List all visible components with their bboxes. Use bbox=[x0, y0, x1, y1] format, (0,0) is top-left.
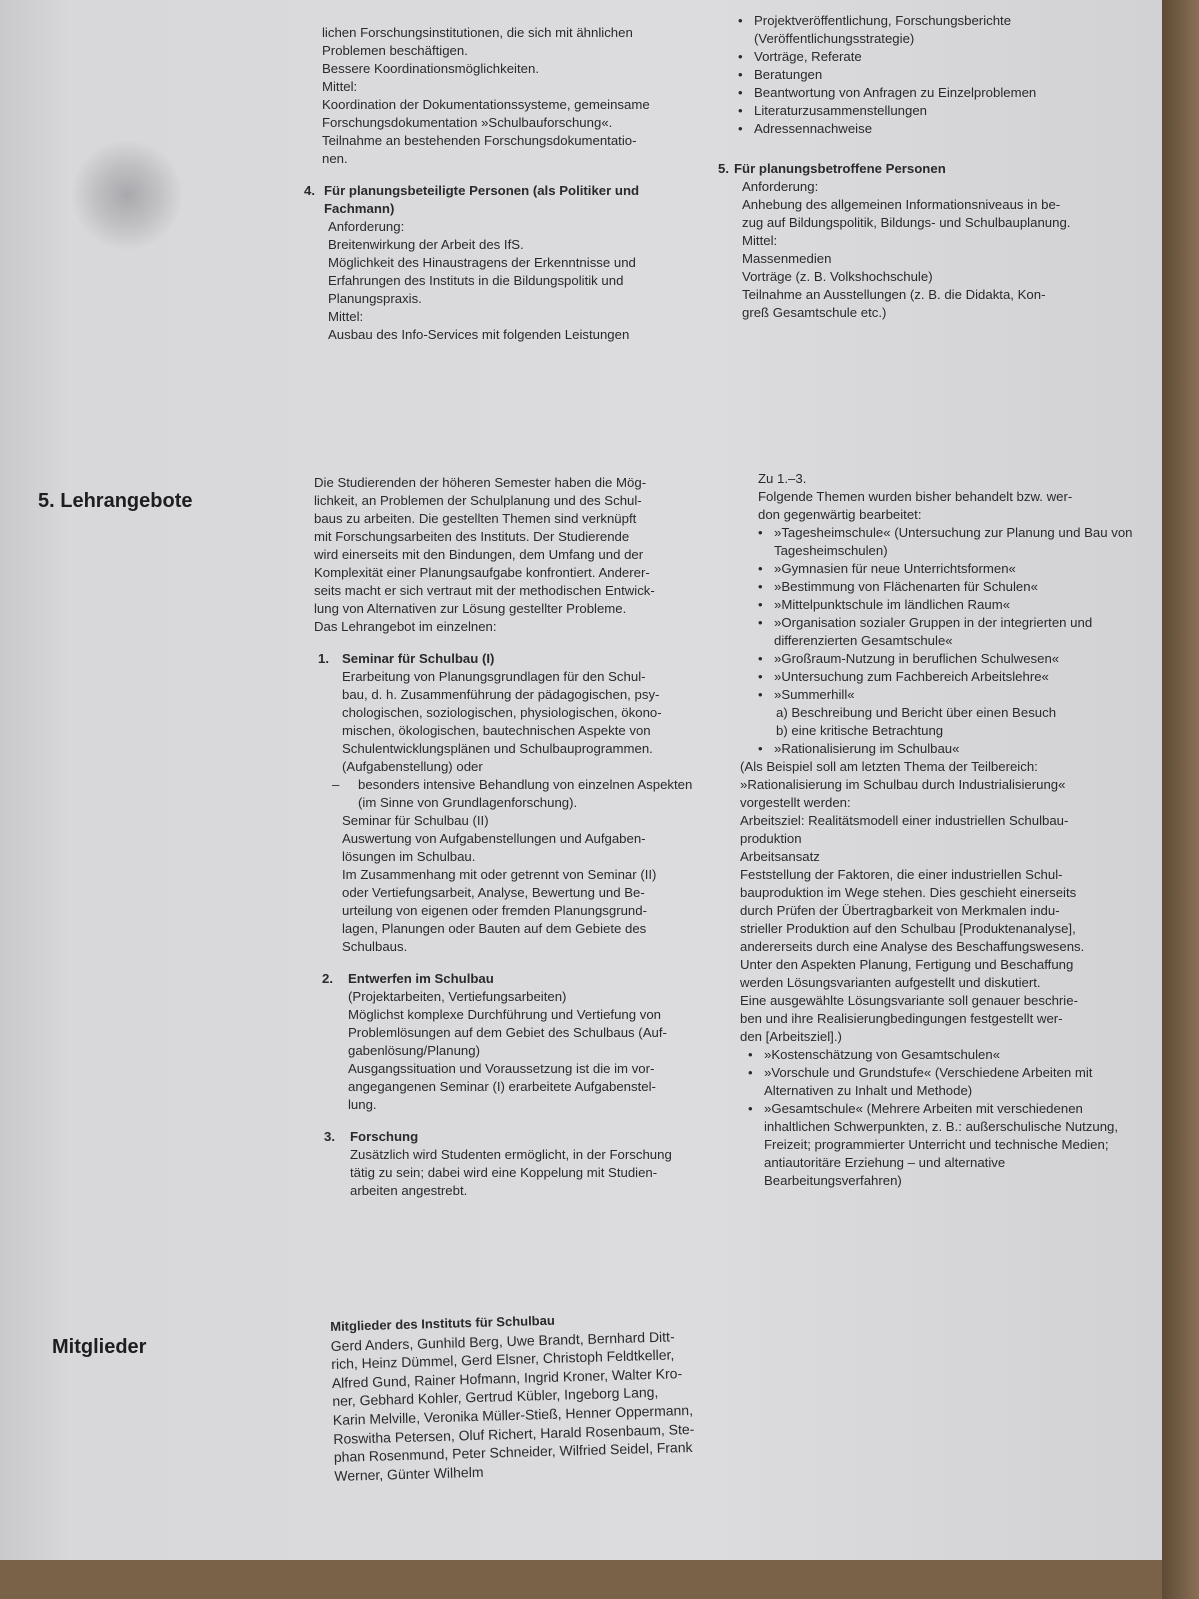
item-number: 5. bbox=[718, 161, 729, 176]
text-line: (Als Beispiel soll am letzten Thema der Teilbereich: bbox=[740, 759, 1038, 774]
text-line: rich, Heinz Dümmel, Gerd Elsner, Christoph Feldtkeller, bbox=[331, 1346, 675, 1373]
summerhill-subitems bbox=[740, 704, 1142, 740]
item-title: Für planungsbeteiligte Personen (als Politiker und Fachmann) bbox=[324, 183, 640, 216]
topics-intro bbox=[740, 470, 1142, 524]
item-number: 1. bbox=[318, 651, 329, 666]
text-line: greß Gesamtschule etc.) bbox=[742, 305, 887, 320]
text-line: Gerd Anders, Gunhild Berg, Uwe Brandt, Bernhard Ditt- bbox=[330, 1327, 675, 1354]
text-line: bau, d. h. Zusammenführung der pädagogischen, psy- bbox=[342, 687, 660, 702]
text-line: don gegenwärtig bearbeitet: bbox=[758, 507, 922, 522]
text-line: mischen, ökologischen, bautechnischen Aspekte von bbox=[342, 723, 651, 738]
text-line: Mittel: bbox=[328, 309, 364, 324]
text-line: Erfahrungen des Instituts in die Bildungspolitik und bbox=[328, 273, 624, 288]
text-line: Mittel: bbox=[742, 233, 778, 248]
text-line: Alfred Gund, Rainer Hofmann, Ingrid Kroner, Walter Kro- bbox=[331, 1364, 683, 1391]
text-line: Komplexität einer Planungsaufgabe konfrontiert. Anderer- bbox=[314, 565, 650, 580]
item-title: Forschung bbox=[350, 1129, 419, 1144]
text-line: lung. bbox=[348, 1097, 377, 1112]
text-line: Roswitha Petersen, Oluf Richert, Harald Rosenbaum, Ste- bbox=[333, 1420, 695, 1447]
section-heading-lehrangebote: 5. Lehrangebote bbox=[38, 490, 193, 512]
text-line: produktion bbox=[740, 831, 802, 846]
text-line: Karin Melville, Veronika Müller-Stieß, Henner Oppermann, bbox=[332, 1401, 694, 1428]
text-line: Problemlösungen auf dem Gebiet des Schulbaus (Auf- bbox=[348, 1025, 667, 1040]
text-line: Problemen beschäftigen. bbox=[322, 43, 468, 58]
text-line: strieller Produktion auf den Schulbau [Produktenanalyse], bbox=[740, 921, 1076, 936]
text-line: Breitenwirkung der Arbeit des IfS. bbox=[328, 237, 524, 252]
text-line: werden Lösungsvarianten aufgestellt und diskutiert. bbox=[740, 975, 1041, 990]
text-line: Möglichkeit des Hinaustragens der Erkenntnisse und bbox=[328, 255, 636, 270]
text-line: Im Zusammenhang mit oder getrennt von Seminar (II) bbox=[342, 867, 657, 882]
list-item: • Literaturzusammenstellungen bbox=[738, 102, 1110, 120]
text-line: Ausgangssituation und Voraussetzung ist die im vor- bbox=[348, 1061, 655, 1076]
text-line: besonders intensive Behandlung von einzelnen Aspekten (im Sinne von Grundlagenforschung). bbox=[358, 777, 693, 810]
item-title: Seminar für Schulbau (I) bbox=[342, 651, 495, 666]
members-title: Mitglieder des Instituts für Schulbau bbox=[330, 1312, 555, 1334]
top-left-column bbox=[304, 24, 692, 344]
text-line: oder Vertiefungsarbeit, Analyse, Bewertung und Be- bbox=[342, 885, 645, 900]
dash-item bbox=[332, 776, 706, 812]
text-line: Das Lehrangebot im einzelnen: bbox=[314, 619, 497, 634]
text-line: Anforderung: bbox=[328, 219, 405, 234]
list-item: • »Gesamtschule« (Mehrere Arbeiten mit verschiedenen inhaltlichen Schwerpunkten, z. B.: außerschulische Nutzung, Freizeit; programmierter Unterricht und technische Medien; antiautoritäre Erziehung – und alternative Bearbeitungsverfahren) bbox=[748, 1100, 1142, 1190]
list-item: • Adressennachweise bbox=[738, 120, 1110, 138]
text-line: zug auf Bildungspolitik, Bildungs- und Schulbauplanung. bbox=[742, 215, 1071, 230]
text-line: Unter den Aspekten Planung, Fertigung und Beschaffung bbox=[740, 957, 1074, 972]
list-item: • »Vorschule und Grundstufe« (Verschiedene Arbeiten mit Alternativen zu Inhalt und Methode) bbox=[748, 1064, 1142, 1100]
text-line: Teilnahme an Ausstellungen (z. B. die Didakta, Kon- bbox=[742, 287, 1046, 302]
text-line: bauproduktion im Wege stehen. Dies geschieht einerseits bbox=[740, 885, 1077, 900]
text-line: lichkeit, an Problemen der Schulplanung und des Schul- bbox=[314, 493, 642, 508]
lehrangebote-right-column bbox=[740, 470, 1142, 1190]
item-title: Für planungsbetroffene Personen bbox=[734, 161, 946, 176]
text-line: Bessere Koordinationsmöglichkeiten. bbox=[322, 61, 539, 76]
text-line: Arbeitsansatz bbox=[740, 849, 820, 864]
text-line: den [Arbeitsziel].) bbox=[740, 1029, 842, 1044]
text-line: ner, Gebhard Kohler, Gertrud Kübler, Ingeborg Lang, bbox=[332, 1384, 659, 1410]
item-title: Entwerfen im Schulbau bbox=[348, 971, 494, 986]
list-item: • Beantwortung von Anfragen zu Einzelproblemen bbox=[738, 84, 1110, 102]
text-line: Planungspraxis. bbox=[328, 291, 422, 306]
text-line: Schulentwicklungsplänen und Schulbauprogrammen. bbox=[342, 741, 653, 756]
text-line: lung von Alternativen zur Lösung gestellter Probleme. bbox=[314, 601, 627, 616]
list-item: • Vorträge, Referate bbox=[738, 48, 1110, 66]
members-column bbox=[330, 1307, 735, 1485]
text-line: wird einerseits mit den Bindungen, dem Umfang und der bbox=[314, 547, 644, 562]
text-line: »Rationalisierung im Schulbau durch Industrialisierung« bbox=[740, 777, 1066, 792]
item-2 bbox=[314, 970, 706, 1114]
text-line: Koordination der Dokumentationssysteme, gemeinsame bbox=[322, 97, 650, 112]
text-line: a) Beschreibung und Bericht über einen Besuch bbox=[776, 705, 1057, 720]
text-line: Schulbaus. bbox=[342, 939, 408, 954]
item-4 bbox=[300, 182, 692, 344]
text-line: Möglichst komplexe Durchführung und Vertiefung von bbox=[348, 1007, 662, 1022]
list-item: • »Tagesheimschule« (Untersuchung zur Planung und Bau von Tagesheimschulen) bbox=[758, 524, 1142, 560]
text-line: phan Rosenmund, Peter Schneider, Wilfried Seidel, Frank bbox=[333, 1439, 693, 1466]
item-5 bbox=[714, 160, 1110, 322]
text-line: chologischen, soziologischen, physiologischen, ökono- bbox=[342, 705, 662, 720]
table-surface-edge bbox=[1162, 0, 1199, 1599]
text-line: Zu 1.–3. bbox=[758, 471, 807, 486]
text-line: Die Studierenden der höheren Semester haben die Mög- bbox=[314, 475, 647, 490]
item-1 bbox=[314, 650, 706, 956]
text-line: angegangenen Seminar (I) erarbeitete Aufgabenstel- bbox=[348, 1079, 656, 1094]
topics-list-b bbox=[740, 1046, 1142, 1190]
topics-list-continued bbox=[740, 740, 1142, 758]
text-line: andererseits durch eine Analyse des Beschaffungswesens. bbox=[740, 939, 1085, 954]
text-line: Feststellung der Faktoren, die einer industriellen Schul- bbox=[740, 867, 1063, 882]
top-left-lines bbox=[322, 24, 692, 168]
dash-mark: – bbox=[332, 777, 340, 792]
text-line: (Projektarbeiten, Vertiefungsarbeiten) bbox=[348, 989, 567, 1004]
lehrangebote-left-column bbox=[314, 474, 706, 1200]
text-line: lösungen im Schulbau. bbox=[342, 849, 476, 864]
info-service-list bbox=[738, 12, 1110, 138]
list-item: • »Mittelpunktschule im ländlichen Raum« bbox=[758, 596, 1142, 614]
text-line: Erarbeitung von Planungsgrundlagen für den Schul- bbox=[342, 669, 646, 684]
text-line: Werner, Günter Wilhelm bbox=[334, 1463, 484, 1484]
text-line: Massenmedien bbox=[742, 251, 832, 266]
text-line: baus zu arbeiten. Die gestellten Themen sind verknüpft bbox=[314, 511, 637, 526]
text-line: urteilung von eigenen oder fremden Planungsgrund- bbox=[342, 903, 647, 918]
text-line: lichen Forschungsinstitutionen, die sich mit ähnlichen bbox=[322, 25, 633, 40]
example-paragraph bbox=[740, 758, 1142, 1046]
list-item: • »Großraum-Nutzung in beruflichen Schulwesen« bbox=[758, 650, 1142, 668]
page-stain bbox=[72, 140, 182, 250]
item-number: 2. bbox=[322, 971, 333, 986]
text-line: arbeiten angestrebt. bbox=[350, 1183, 468, 1198]
text-line: lagen, Planungen oder Bauten auf dem Gebiete des bbox=[342, 921, 647, 936]
text-line: Teilnahme an bestehenden Forschungsdokumentatio- bbox=[322, 133, 637, 148]
text-line: Arbeitsziel: Realitätsmodell einer industriellen Schulbau- bbox=[740, 813, 1069, 828]
list-item: • »Summerhill« bbox=[758, 686, 1142, 704]
text-line: b) eine kritische Betrachtung bbox=[776, 723, 944, 738]
item-3 bbox=[314, 1128, 706, 1200]
list-item: • »Gymnasien für neue Unterrichtsformen« bbox=[758, 560, 1142, 578]
list-item: • »Bestimmung von Flächenarten für Schulen« bbox=[758, 578, 1142, 596]
intro-paragraph bbox=[314, 474, 706, 636]
text-line: (Aufgabenstellung) oder bbox=[342, 759, 483, 774]
section-heading-mitglieder: Mitglieder bbox=[52, 1336, 147, 1358]
text-line: Seminar für Schulbau (II) bbox=[342, 813, 489, 828]
text-line: Forschungsdokumentation »Schulbauforschung«. bbox=[322, 115, 613, 130]
text-line: Mittel: bbox=[322, 79, 358, 94]
item-number: 3. bbox=[324, 1129, 335, 1144]
item-number: 4. bbox=[304, 183, 315, 198]
text-line: vorgestellt werden: bbox=[740, 795, 851, 810]
list-item: • Beratungen bbox=[738, 66, 1110, 84]
text-line: durch Prüfen der Übertragbarkeit von Merkmalen indu- bbox=[740, 903, 1060, 918]
text-line: nen. bbox=[322, 151, 348, 166]
text-line: mit Forschungsarbeiten des Instituts. Der Studierende bbox=[314, 529, 630, 544]
text-line: gabenlösung/Planung) bbox=[348, 1043, 480, 1058]
list-item: • Projektveröffentlichung, Forschungsberichte (Veröffentlichungsstrategie) bbox=[738, 12, 1110, 48]
text-line: Anforderung: bbox=[742, 179, 819, 194]
text-line: Auswertung von Aufgabenstellungen und Aufgaben- bbox=[342, 831, 646, 846]
text-line: ben und ihre Realisierungbedingungen festgestellt wer- bbox=[740, 1011, 1063, 1026]
text-line: tätig zu sein; dabei wird eine Koppelung mit Studien- bbox=[350, 1165, 658, 1180]
text-line: Vorträge (z. B. Volkshochschule) bbox=[742, 269, 933, 284]
topics-list bbox=[740, 524, 1142, 704]
list-item: • »Untersuchung zum Fachbereich Arbeitslehre« bbox=[758, 668, 1142, 686]
list-item: • »Organisation sozialer Gruppen in der integrierten und differenzierten Gesamtschule« bbox=[758, 614, 1142, 650]
text-line: Folgende Themen wurden bisher behandelt bzw. wer- bbox=[758, 489, 1073, 504]
list-item: • »Kostenschätzung von Gesamtschulen« bbox=[748, 1046, 1142, 1064]
top-right-column bbox=[718, 12, 1110, 322]
text-line: Anhebung des allgemeinen Informationsniveaus in be- bbox=[742, 197, 1061, 212]
text-line: Zusätzlich wird Studenten ermöglicht, in der Forschung bbox=[350, 1147, 672, 1162]
list-item: • »Rationalisierung im Schulbau« bbox=[758, 740, 1142, 758]
text-line: Eine ausgewählte Lösungsvariante soll genauer beschrie- bbox=[740, 993, 1078, 1008]
text-line: Ausbau des Info-Services mit folgenden Leistungen bbox=[328, 327, 630, 342]
text-line: seits macht er sich vertraut mit der methodischen Entwick- bbox=[314, 583, 655, 598]
